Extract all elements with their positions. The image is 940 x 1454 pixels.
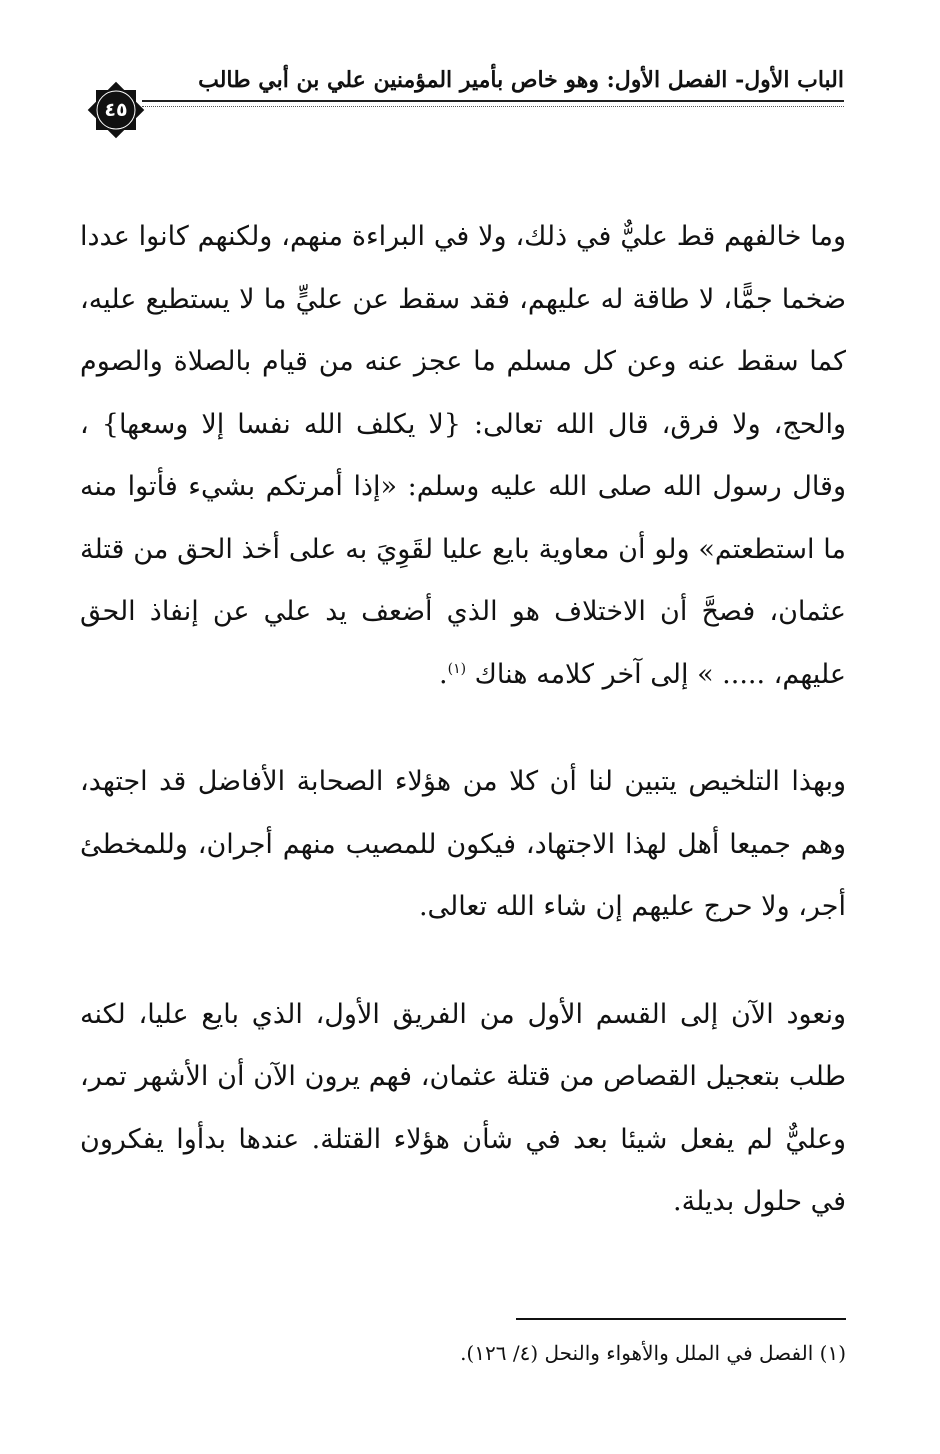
footnote-1: (١) الفصل في الملل والأهواء والنحل (٤/ ١٢٦). [460, 1341, 846, 1365]
footnote-reference[interactable]: (١) [447, 660, 467, 677]
paragraph-1-text: وما خالفهم قط عليٌّ في ذلك، ولا في البراءة منهم، ولكنهم كانوا عددا ضخما جمًّا، لا طاقة له عليهم، فقد سقط عن عليٍّ ما لا يستطيع عليه، كما سقط عنه وعن كل مسلم ما عجز عنه من قيام بالصلاة والصوم والحج، ولا فرق، قال الله تعالى: {لا يكلف الله نفسا إلا وسعها} ، وقال رسول الله صلى الله عليه وسلم: «إذا أمرتكم بشيء فأتوا منه ما استطعتم» ولو أن معاوية بايع عليا لقَوِيَ به على أخذ الحق من قتلة عثمان، فصحَّ أن الاختلاف هو الذي أضعف يد علي عن إنفاذ الحق عليهم، ..... » إلى آخر كلامه هناك [80, 221, 846, 690]
paragraph-1 [80, 206, 846, 706]
paragraph-1-end: . [439, 658, 448, 690]
main-text [80, 206, 846, 1234]
page-number-badge [86, 80, 146, 140]
paragraph-3: ونعود الآن إلى القسم الأول من الفريق الأول، الذي بايع عليا، لكنه طلب بتعجيل القصاص من قتلة عثمان، فهم يرون الآن أن الأشهر تمر، وعليٌّ لم يفعل شيئا بعد في شأن هؤلاء القتلة. عندها بدأوا يفكرون في حلول بديلة. [80, 998, 846, 1217]
paragraph-2: وبهذا التلخيص يتبين لنا أن كلا من هؤلاء الصحابة الأفاضل قد اجتهد، وهم جميعا أهل لهذا الاجتهاد، فيكون للمصيب منهم أجران، وللمخطئ أجر، ولا حرج عليهم إن شاء الله تعالى. [80, 766, 846, 922]
header-rule-dotted [142, 106, 844, 107]
footnote-separator [516, 1318, 846, 1320]
footnotes [80, 1318, 846, 1368]
page-number: ٤٥ [104, 99, 128, 121]
header-rule [142, 100, 844, 102]
running-header [86, 62, 844, 122]
header-title: الباب الأول- الفصل الأول: وهو خاص بأمير المؤمنين علي بن أبي طالب [198, 67, 844, 93]
